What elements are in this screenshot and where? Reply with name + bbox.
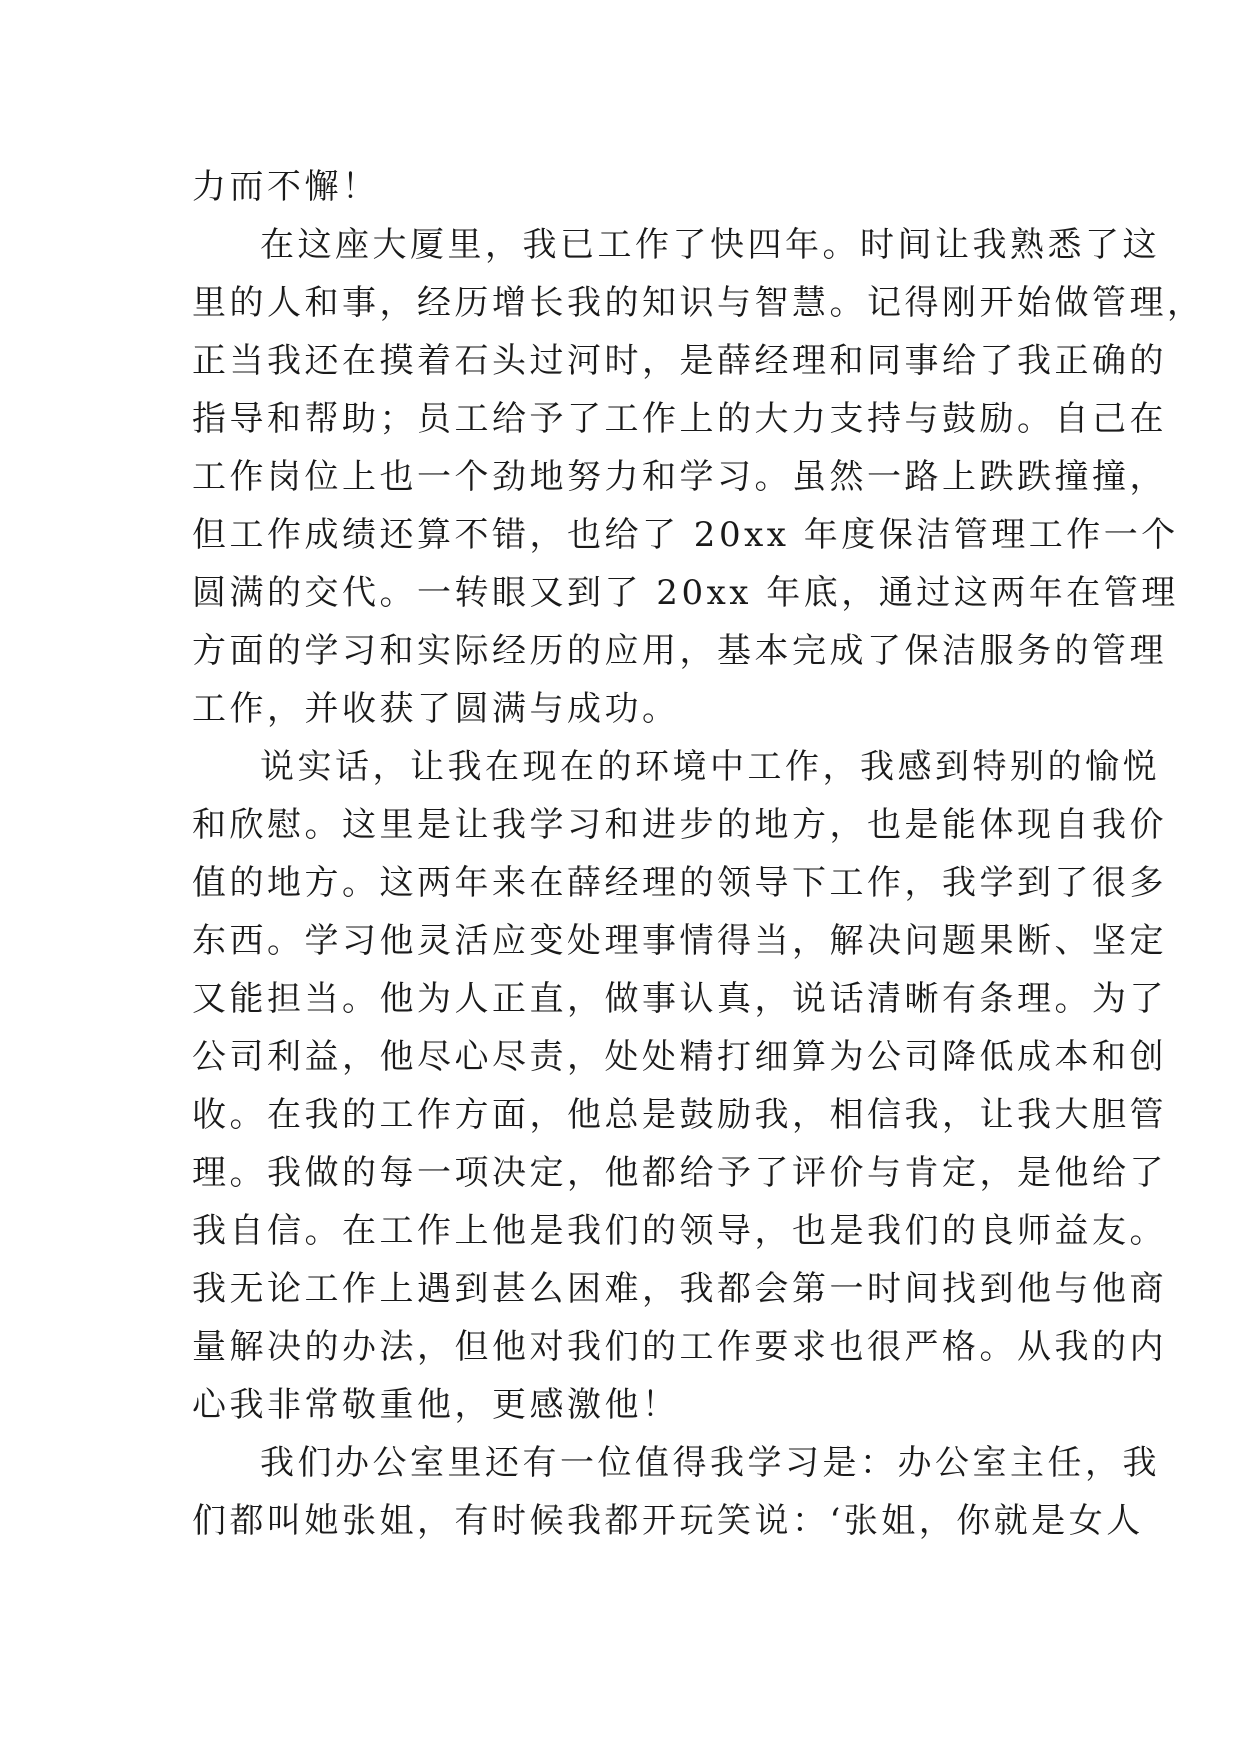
text-line: 正当我还在摸着石头过河时，是薛经理和同事给了我正确的 [192, 341, 1167, 381]
text-line: 收。在我的工作方面，他总是鼓励我，相信我，让我大胆管 [192, 1095, 1167, 1135]
text-line: 里的人和事，经历增长我的知识与智慧。记得刚开始做管理， [192, 283, 1205, 323]
body-text [192, 158, 1205, 1550]
text-line: 工作岗位上也一个劲地努力和学习。虽然一路上跌跌撞撞， [192, 457, 1167, 497]
text-line: 公司利益，他尽心尽责，处处精打细算为公司降低成本和创 [192, 1037, 1167, 1077]
text-line: 圆满的交代。一转眼又到了 20xx 年底，通过这两年在管理 [192, 573, 1179, 613]
text-line: 又能担当。他为人正直，做事认真，说话清晰有条理。为了 [192, 979, 1167, 1019]
text-line: 我无论工作上遇到甚么困难，我都会第一时间找到他与他商 [192, 1269, 1167, 1309]
text-line: 和欣慰。这里是让我学习和进步的地方，也是能体现自我价 [192, 805, 1167, 845]
text-line: 值的地方。这两年来在薛经理的领导下工作，我学到了很多 [192, 863, 1167, 903]
paragraph-start-line: 说实话，让我在现在的环境中工作，我感到特别的愉悦 [260, 747, 1160, 787]
text-line: 力而不懈！ [192, 167, 380, 207]
text-line: 工作，并收获了圆满与成功。 [192, 689, 680, 729]
text-line: 理。我做的每一项决定，他都给予了评价与肯定，是他给了 [192, 1153, 1167, 1193]
text-line: 我自信。在工作上他是我们的领导，也是我们的良师益友。 [192, 1211, 1167, 1251]
text-line: 量解决的办法，但他对我们的工作要求也很严格。从我的内 [192, 1327, 1167, 1367]
text-line: 方面的学习和实际经历的应用，基本完成了保洁服务的管理 [192, 631, 1167, 671]
paragraph-start-line: 我们办公室里还有一位值得我学习是：办公室主任，我 [260, 1443, 1160, 1483]
text-line: 但工作成绩还算不错，也给了 20xx 年度保洁管理工作一个 [192, 515, 1179, 555]
text-line: 指导和帮助；员工给予了工作上的大力支持与鼓励。自己在 [192, 399, 1167, 439]
text-line: 们都叫她张姐，有时候我都开玩笑说：‘张姐，你就是女人 [192, 1501, 1144, 1541]
text-line: 东西。学习他灵活应变处理事情得当，解决问题果断、坚定 [192, 921, 1167, 961]
paragraph-start-line: 在这座大厦里，我已工作了快四年。时间让我熟悉了这 [260, 225, 1160, 265]
text-line: 心我非常敬重他，更感激他！ [192, 1385, 680, 1425]
